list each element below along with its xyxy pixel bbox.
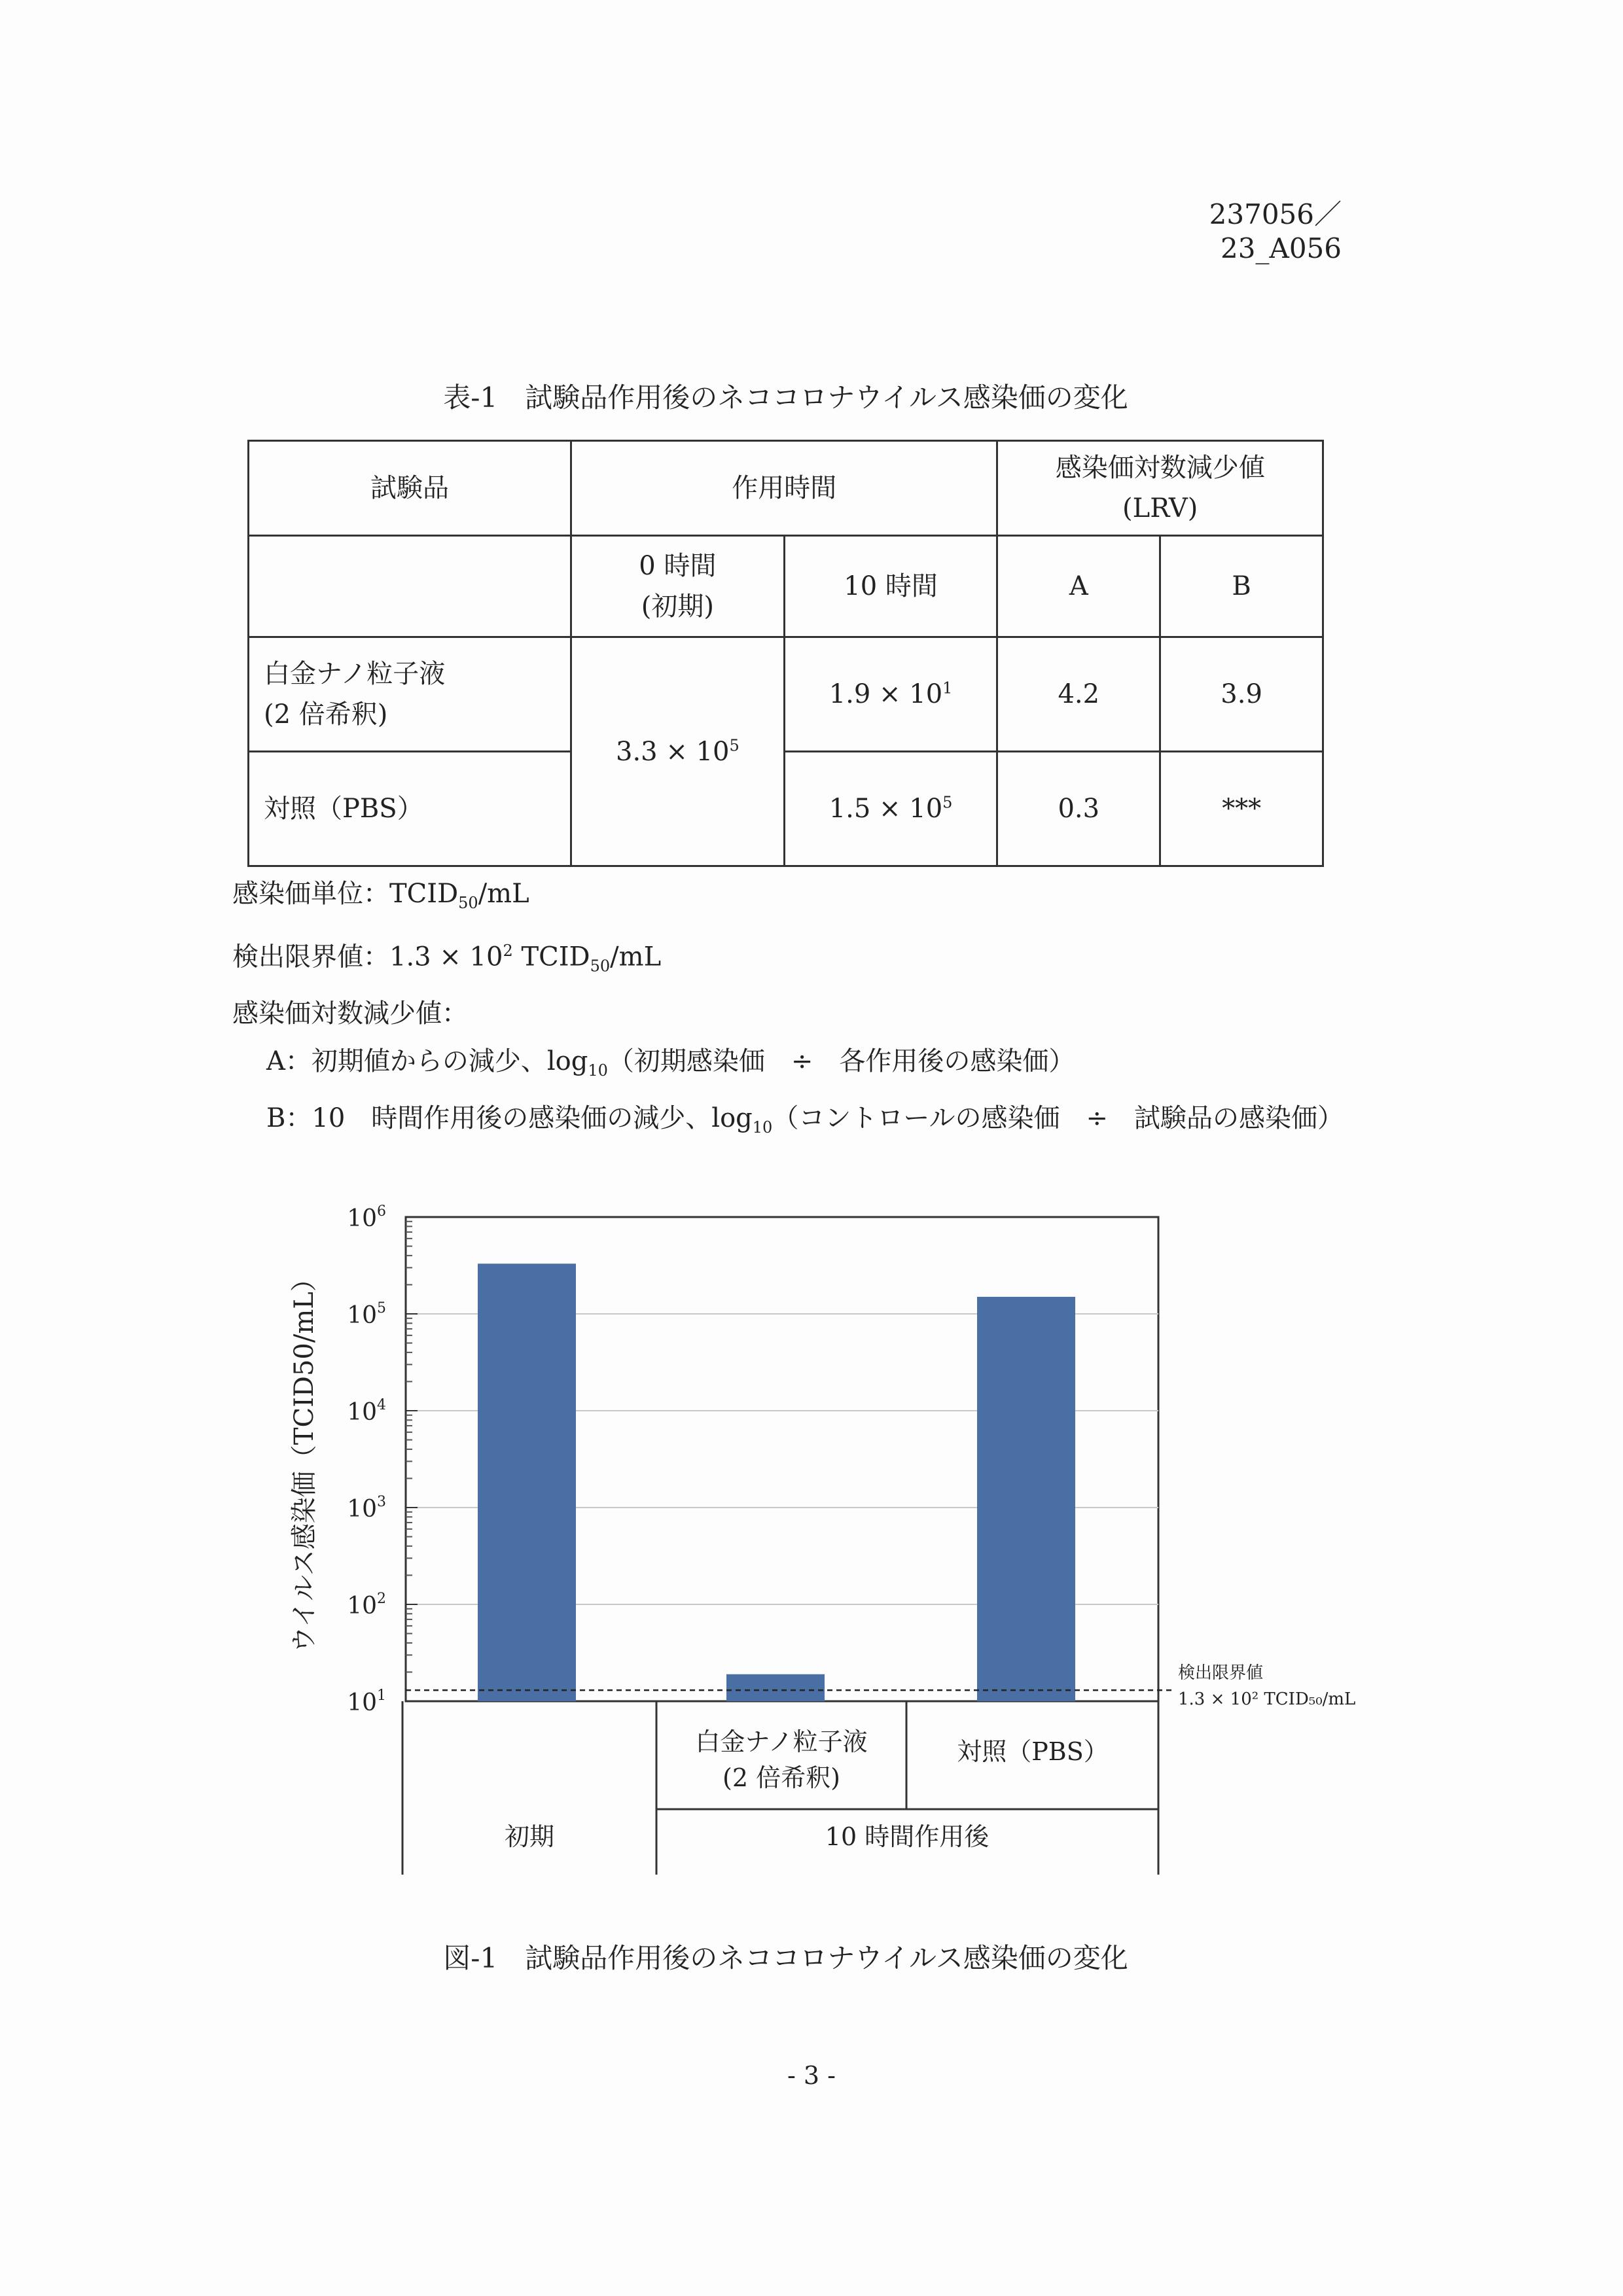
table-caption: 表-1 試験品作用後のネココロナウイルス感染価の変化: [443, 381, 1128, 414]
document-id: 237056／23_A056: [1209, 198, 1342, 264]
y-tick-label: $10^1$: [347, 1687, 386, 1716]
bar-chart: [275, 1204, 1387, 1884]
header-b: B: [1160, 536, 1323, 637]
y-tick-label: $10^6$: [347, 1204, 386, 1232]
x-label-after-10h: 10 時間作用後: [825, 1822, 990, 1851]
note-a: A：初期値からの減少、$\log_{10}$（初期感染価 ÷ 各作用後の感染価）: [266, 1046, 1075, 1080]
y-tick-exponent: 4: [377, 1397, 386, 1413]
x-label-initial: 初期: [504, 1822, 555, 1851]
note-b: B：10 時間作用後の感染価の減少、$\log_{10}$（コントロールの感染価 ÷ 試験品の感染価）: [266, 1103, 1344, 1137]
bar-1: [726, 1674, 825, 1701]
y-tick-exponent: 1: [377, 1687, 386, 1704]
x-label-pt-line2: (2 倍希釈): [722, 1763, 840, 1792]
row1-b: 3.9: [1160, 637, 1323, 752]
header-t0-line2: (初期): [641, 592, 714, 622]
bar-chart-svg: [275, 1204, 1387, 1884]
header-t0: [571, 536, 785, 637]
header-t0-line1: 0 時間: [639, 551, 717, 581]
figure-caption: 図-1 試験品作用後のネココロナウイルス感染価の変化: [443, 1942, 1128, 1974]
initial-value: $3.3 \times 10^5$: [571, 637, 785, 866]
header-sample: 試験品: [249, 441, 571, 536]
y-tick-exponent: 6: [377, 1204, 386, 1220]
x-label-pbs: 対照（PBS）: [957, 1737, 1109, 1766]
header-lrv: [997, 441, 1323, 536]
y-tick-exponent: 5: [377, 1300, 386, 1316]
row2-name: 対照（PBS）: [249, 752, 571, 866]
row1-name-line1: 白金ナノ粒子液: [264, 659, 446, 689]
header-time: 作用時間: [571, 441, 997, 536]
y-tick-exponent: 2: [377, 1591, 386, 1607]
row1-name-line2: (2 倍希釈): [264, 699, 388, 730]
row1-a: 4.2: [997, 637, 1160, 752]
y-tick-label: $10^3$: [347, 1494, 386, 1523]
row2-b: ***: [1160, 752, 1323, 866]
bar-0: [478, 1263, 576, 1701]
header-empty: [249, 536, 571, 637]
header-a: A: [997, 536, 1160, 637]
y-tick-label: $10^2$: [347, 1591, 386, 1619]
y-tick-label: $10^4$: [347, 1397, 386, 1426]
row2-t10: $1.5 \times 10^5$: [784, 752, 997, 866]
y-tick-label: $10^5$: [347, 1300, 386, 1329]
detection-limit-label: 検出限界値: [1178, 1663, 1264, 1684]
row1-name: [249, 637, 571, 752]
y-tick-exponent: 3: [377, 1494, 386, 1510]
note-unit: 感染価単位：$TCID_{50}/mL$: [232, 879, 529, 912]
note-limit: 検出限界値：$1.3 \times 10^2$ $TCID_{50}/mL$: [232, 942, 662, 976]
detection-limit-value: 1.3 × 10² TCID₅₀/mL: [1178, 1689, 1356, 1710]
x-label-pt-line1: 白金ナノ粒子液: [695, 1727, 868, 1756]
bar-2: [977, 1297, 1075, 1701]
page-number: - 3 -: [787, 2061, 836, 2090]
y-axis-label: ウイルス感染価（TCID50/mL）: [289, 1265, 319, 1653]
note-lrv-label: 感染価対数減少値：: [232, 998, 468, 1029]
row1-t10: $1.9 \times 10^1$: [784, 637, 997, 752]
header-lrv-line2: (LRV): [1122, 493, 1198, 523]
header-t10: 10 時間: [784, 536, 997, 637]
results-table: [247, 440, 1324, 867]
header-lrv-line1: 感染価対数減少値: [1055, 453, 1265, 483]
table-notes: [232, 870, 1344, 1152]
row2-a: 0.3: [997, 752, 1160, 866]
